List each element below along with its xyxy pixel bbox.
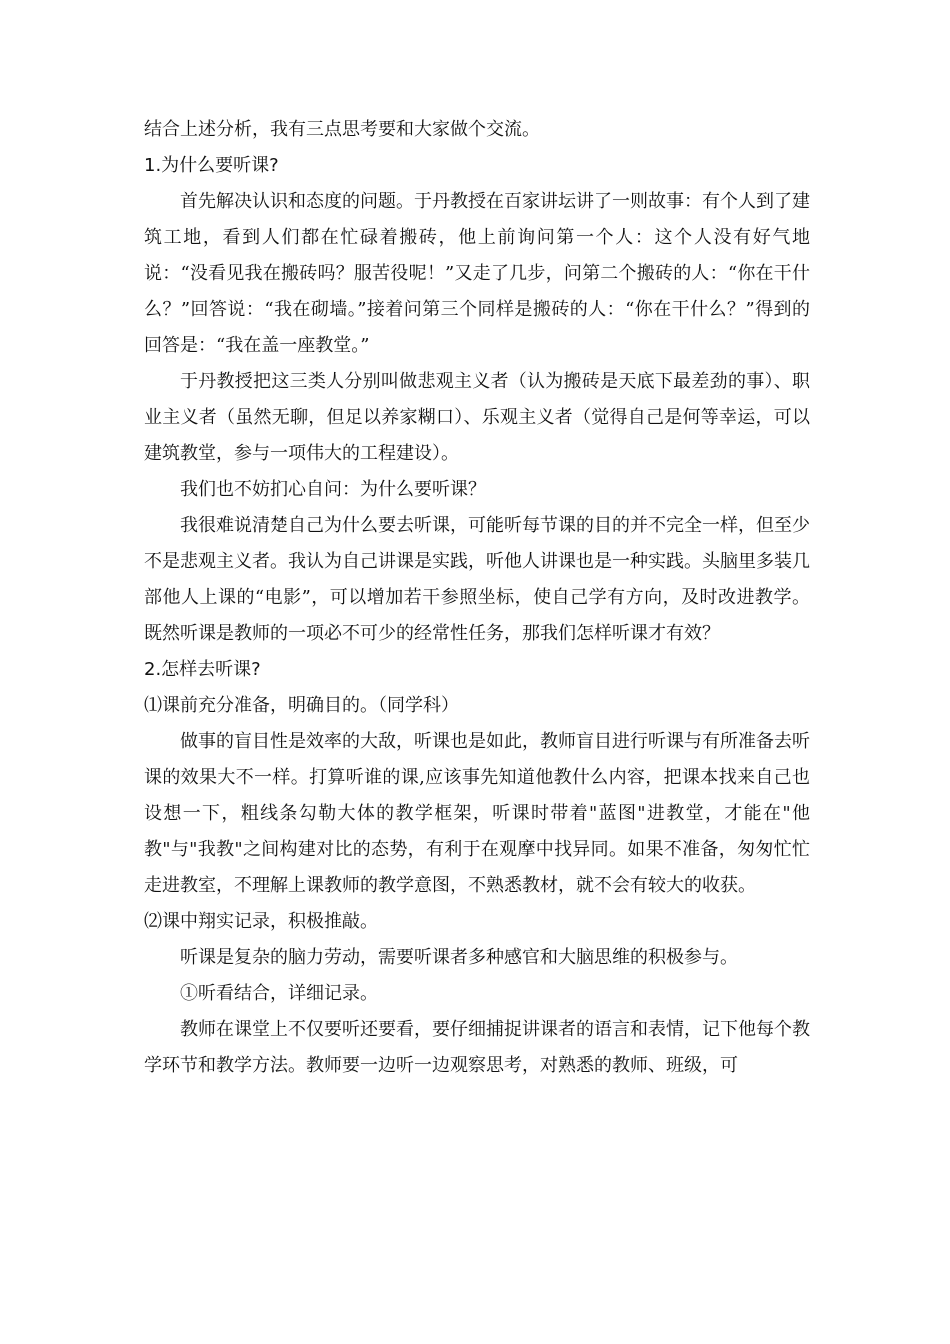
section-heading-why-listen: 1.为什么要听课? xyxy=(144,155,279,176)
listen-watch-paragraph: 教师在课堂上不仅要听还要看，要仔细捕捉讲课者的语言和表情，记下他每个教学环节和教学方法。教师要一边听一边观察思考，对熟悉的教师、班级，可 xyxy=(144,1019,810,1076)
three-types-paragraph: 于丹教授把这三类人分别叫做悲观主义者（认为搬砖是天底下最差劲的事）、职业主义者（虽然无聊，但足以养家糊口）、乐观主义者（觉得自己是何等幸运，可以建筑教堂，参与一项伟大的工程建设）。 xyxy=(144,371,810,464)
subheading-recording: ⑵课中翔实记录，积极推敲。 xyxy=(144,911,378,932)
preparation-paragraph: 做事的盲目性是效率的大敌，听课也是如此，教师盲目进行听课与有所准备去听课的效果大不一样。打算听谁的课,应该事先知道他教什么内容，把课本找来自己也设想一下，粗线条勾勒大体的教学框架，听课时带着"蓝图"进教堂，才能在"他教"与"我教"之间构建对比的态势，有利于在观摩中找异同。如果不准备，匆匆忙忙走进教室，不理解上课教师的教学意图，不熟悉教材，就不会有较大的收获。 xyxy=(144,731,810,896)
subheading-listen-watch: ①听看结合，详细记录。 xyxy=(180,983,378,1004)
subheading-preparation: ⑴课前充分准备，明确目的。（同学科） xyxy=(144,695,459,716)
self-question-paragraph: 我们也不妨扪心自问：为什么要听课？ xyxy=(180,479,486,500)
intro-paragraph: 结合上述分析，我有三点思考要和大家做个交流。 xyxy=(144,119,540,140)
document-page xyxy=(144,112,810,1084)
section-heading-how-listen: 2.怎样去听课? xyxy=(144,659,261,680)
reason-paragraph: 我很难说清楚自己为什么要去听课，可能听每节课的目的并不完全一样，但至少不是悲观主义者。我认为自己讲课是实践，听他人讲课也是一种实践。头脑里多装几部他人上课的“电影”，可以增加若干参照坐标，使自己学有方向，及时改进教学。既然听课是教师的一项必不可少的经常性任务，那我们怎样听课才有效？ xyxy=(144,515,810,644)
story-paragraph: 首先解决认识和态度的问题。于丹教授在百家讲坛讲了一则故事：有个人到了建筑工地，看到人们都在忙碌着搬砖，他上前询问第一个人：这个人没有好气地说：“没看见我在搬砖吗？服苦役呢！”又走了几步，问第二个搬砖的人：“你在干什么？”回答说：“我在砌墙。”接着问第三个同样是搬砖的人：“你在干什么？”得到的回答是：“我在盖一座教堂。” xyxy=(144,191,810,356)
recording-paragraph: 听课是复杂的脑力劳动，需要听课者多种感官和大脑思维的积极参与。 xyxy=(180,947,738,968)
